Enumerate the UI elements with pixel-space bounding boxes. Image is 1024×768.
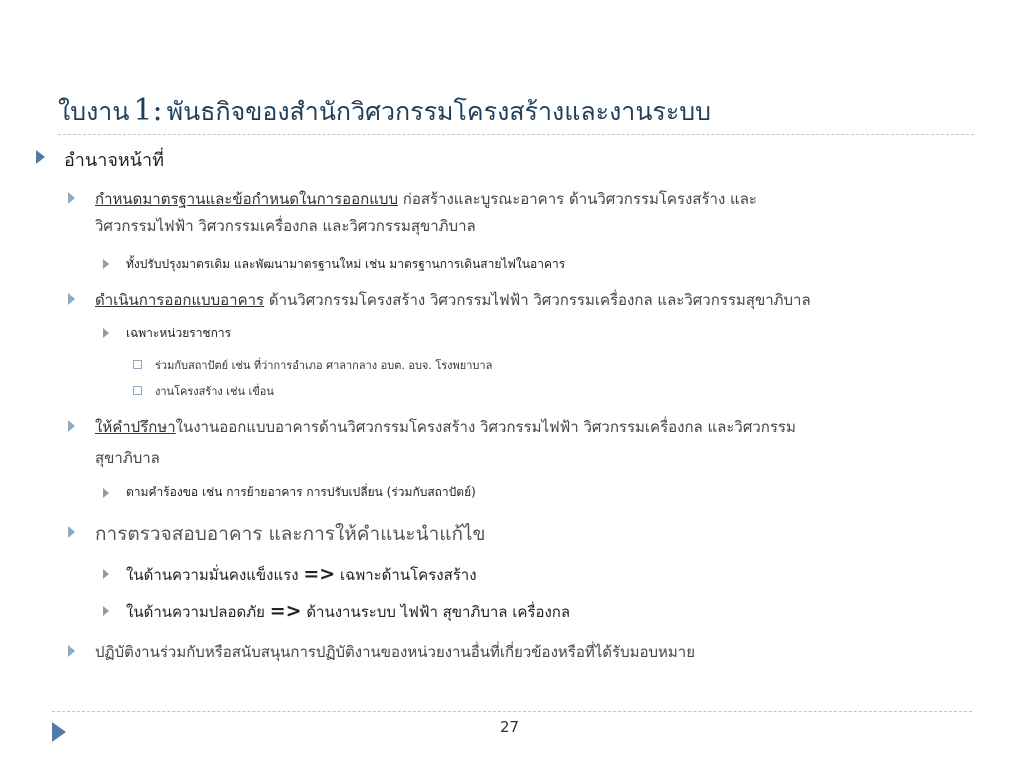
design-work-text: ด้านวิศวกรรมโครงสร้าง วิศวกรรมไฟฟ้า วิศวกรรมเครื่องกล และวิศวกรรมสุขาภิบาล [264, 291, 811, 309]
arrow-symbol: => [303, 563, 336, 585]
list-item-cooperation: ปฏิบัติงานร่วมกับหรือสนับสนุนการปฏิบัติงานของหน่วยงานอื่นที่เกี่ยวข้องหรือที่ได้รับมอบหมาย [95, 643, 695, 661]
inspection-safety-scope: ด้านงานระบบ ไฟฟ้า สุขาภิบาล เครื่องกล [306, 603, 571, 621]
triangle-bullet-icon [68, 420, 75, 432]
list-item-design-standards [95, 187, 757, 211]
triangle-bullet-icon [103, 606, 109, 616]
title-number: 1: [133, 93, 163, 128]
design-standards-link[interactable]: กำหนดมาตรฐานและข้อกำหนดในการออกแบบ [95, 190, 398, 208]
square-bullet-icon [133, 360, 142, 369]
footer-triangle-icon [52, 722, 66, 742]
triangle-bullet-icon [68, 192, 75, 204]
section-heading: อำนาจหน้าที่ [64, 150, 165, 171]
inspection-structural-scope: เฉพาะด้านโครงสร้าง [339, 566, 477, 584]
triangle-bullet-icon [103, 569, 109, 579]
title-prefix: ใบงาน [58, 97, 130, 126]
triangle-bullet-icon [36, 150, 45, 164]
footer-divider [52, 711, 972, 712]
design-standards-text-line2: วิศวกรรมไฟฟ้า วิศวกรรมเครื่องกล และวิศวกรรมสุขาภิบาล [95, 217, 476, 235]
list-item-inspection: การตรวจสอบอาคาร และการให้คำแนะนำแก้ไข [95, 523, 486, 545]
slide-title [58, 92, 974, 135]
arrow-symbol: => [269, 600, 302, 622]
page-number: 27 [500, 718, 520, 736]
consulting-text-line2: สุขาภิบาล [95, 449, 160, 467]
consulting-text: ในงานออกแบบอาคารด้านวิศวกรรมโครงสร้าง วิศวกรรมไฟฟ้า วิศวกรรมเครื่องกล และวิศวกรรม [175, 418, 796, 436]
consulting-link[interactable]: ให้คำปรึกษา [95, 418, 176, 436]
list-item-design-work [95, 288, 811, 312]
triangle-bullet-icon [103, 328, 109, 338]
title-text: พันธกิจของสำนักวิศวกรรมโครงสร้างและงานระบบ [166, 97, 711, 126]
design-work-link[interactable]: ดำเนินการออกแบบอาคาร [95, 291, 265, 309]
square-bullet-icon [133, 386, 142, 395]
inspection-safety-label: ในด้านความปลอดภัย [126, 603, 265, 621]
list-item-consulting [95, 415, 796, 439]
design-standards-text: ก่อสร้างและบูรณะอาคาร ด้านวิศวกรรมโครงสร้าง และ [397, 190, 757, 208]
triangle-bullet-icon [103, 488, 109, 498]
triangle-bullet-icon [68, 293, 75, 305]
triangle-bullet-icon [103, 259, 109, 269]
inspection-structural [126, 563, 477, 587]
inspection-structural-label: ในด้านความมั่นคงแข็งแรง [126, 566, 299, 584]
design-standards-detail: ทั้งปรับปรุงมาตรเดิม และพัฒนามาตรฐานใหม่ เช่น มาตรฐานการเดินสายไฟในอาคาร [126, 257, 566, 271]
design-work-scope: เฉพาะหน่วยราชการ [126, 326, 232, 340]
design-work-example-1: ร่วมกับสถาปัตย์ เช่น ที่ว่าการอำเภอ ศาลากลาง อบต. อบจ. โรงพยาบาล [155, 359, 493, 372]
triangle-bullet-icon [68, 526, 75, 538]
triangle-bullet-icon [68, 645, 75, 657]
inspection-safety [126, 600, 570, 624]
design-work-example-2: งานโครงสร้าง เช่น เขื่อน [155, 385, 274, 398]
consulting-detail: ตามคำร้องขอ เช่น การย้ายอาคาร การปรับเปลี่ยน (ร่วมกับสถาปัตย์) [126, 485, 476, 499]
